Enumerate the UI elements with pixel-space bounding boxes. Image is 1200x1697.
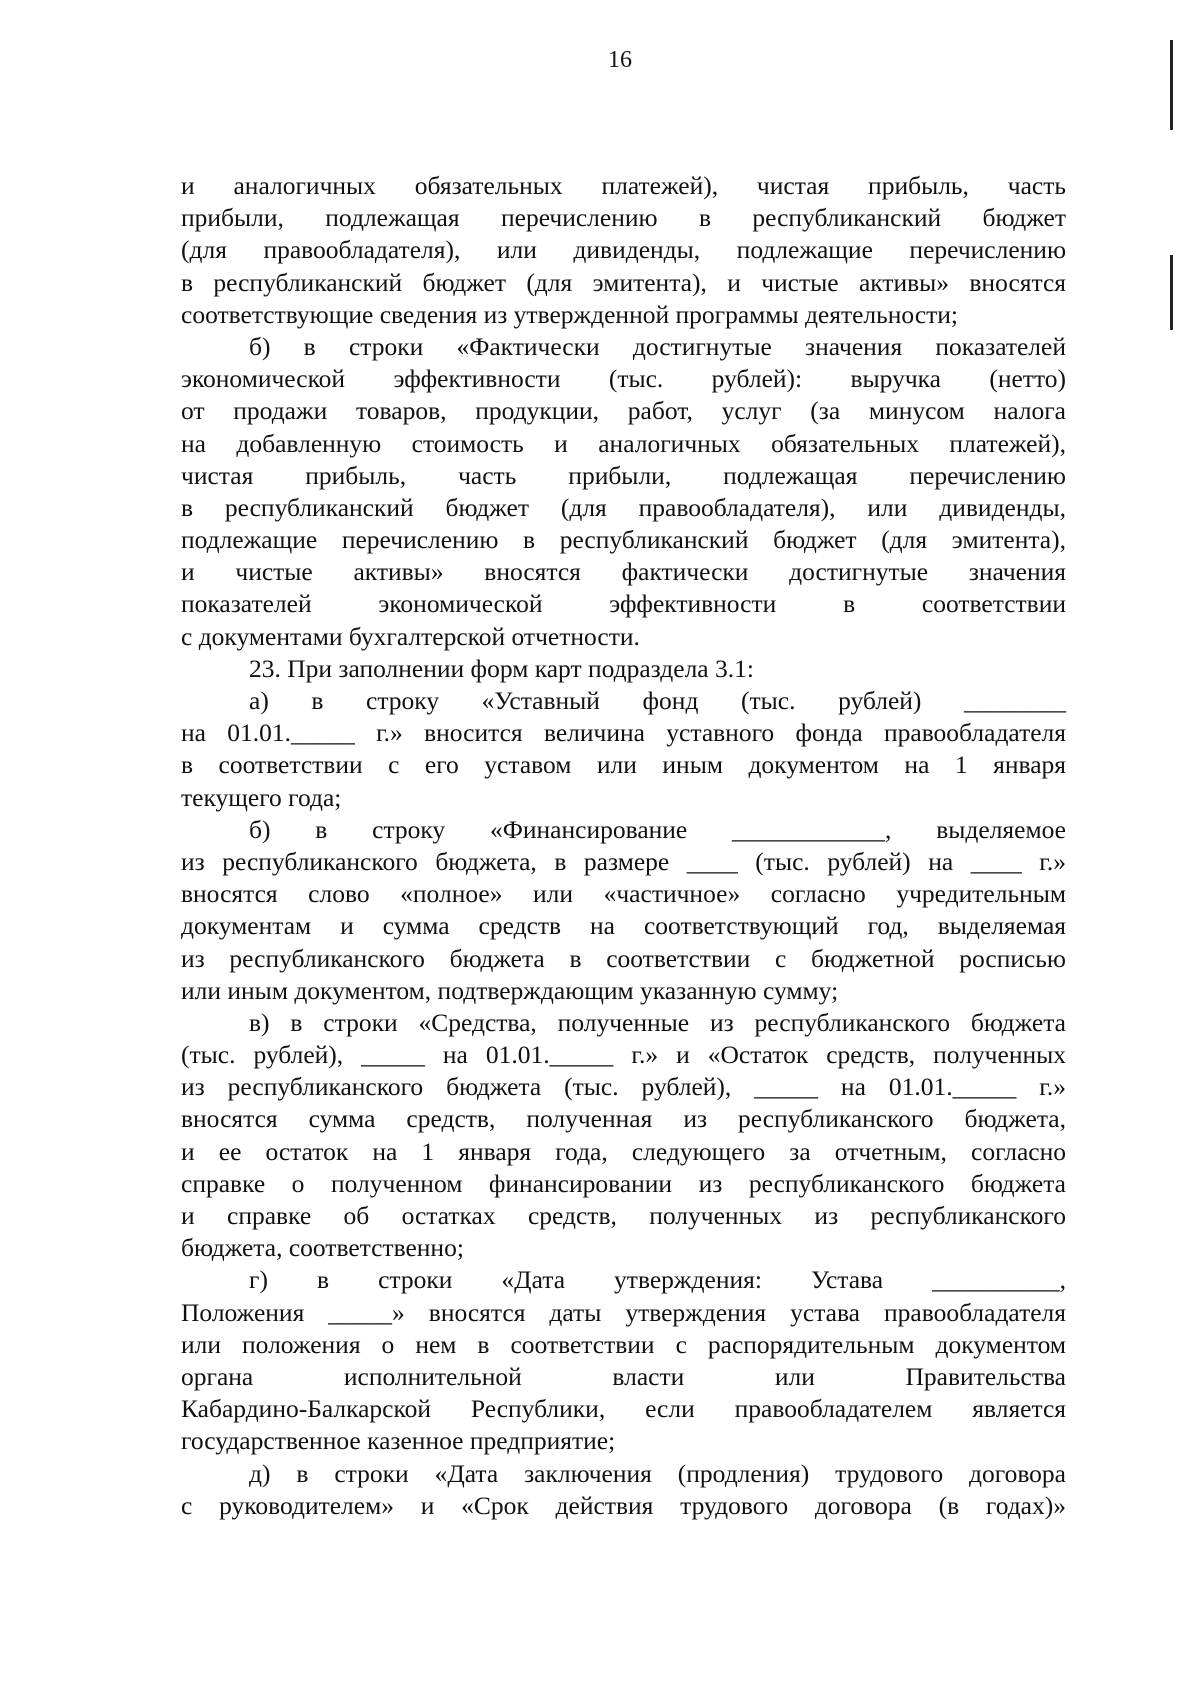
text-line: и чистые активы» вносятся фактически достигнутые значения xyxy=(181,557,1066,587)
text-line: бюджета, соответственно; xyxy=(181,1233,464,1263)
text-line: документам и сумма средств на соответствующий год, выделяемая xyxy=(181,911,1066,941)
text-line: соответствующие сведения из утвержденной программы деятельности; xyxy=(181,299,959,329)
text-line: показателей экономической эффективности в соответствии xyxy=(181,589,1066,619)
text-line: государственное казенное предприятие; xyxy=(181,1426,616,1456)
paragraph-p4 xyxy=(181,685,1066,814)
text-line: б) в строку «Финансирование ____________, выделяемое xyxy=(249,814,1066,844)
text-line: из республиканского бюджета, в размере ____ (тыс. рублей) на ____ г.» xyxy=(181,846,1066,876)
text-line: вносятся слово «полное» или «частичное» согласно учредительным xyxy=(181,879,1066,909)
text-line: прибыли, подлежащая перечислению в республиканский бюджет xyxy=(181,203,1066,233)
text-line: г) в строки «Дата утверждения: Устава __________, xyxy=(249,1265,1066,1295)
text-line: и ее остаток на 1 января года, следующего за отчетным, согласно xyxy=(181,1136,1066,1166)
text-line: (для правообладателя), или дивиденды, подлежащие перечислению xyxy=(181,235,1066,265)
text-line: или положения о нем в соответствии с распорядительным документом xyxy=(181,1329,1066,1359)
text-line: в) в строки «Средства, полученные из республиканского бюджета xyxy=(249,1007,1066,1037)
paragraph-p8 xyxy=(181,1458,1066,1522)
text-line: чистая прибыль, часть прибыли, подлежащая перечислению xyxy=(181,460,1066,490)
text-line: Положения _____» вносятся даты утверждения устава правообладателя xyxy=(181,1297,1066,1327)
scan-edge-mark-top xyxy=(1170,40,1173,130)
scan-edge-mark-middle xyxy=(1170,255,1173,330)
text-line: б) в строки «Фактически достигнутые значения показателей xyxy=(249,331,1066,361)
paragraph-p1 xyxy=(181,170,1066,331)
text-line: в республиканский бюджет (для правообладателя), или дивиденды, xyxy=(181,492,1066,522)
page-number: 16 xyxy=(608,47,632,73)
text-line: или иным документом, подтверждающим указанную сумму; xyxy=(181,975,839,1005)
paragraph-p7 xyxy=(181,1264,1066,1457)
text-line: из республиканского бюджета (тыс. рублей), _____ на 01.01._____ г.» xyxy=(181,1072,1066,1102)
text-line: и справке об остатках средств, полученных из республиканского xyxy=(181,1201,1066,1230)
paragraph-p6 xyxy=(181,1007,1066,1265)
paragraph-p2 xyxy=(181,331,1066,653)
text-line: Кабардино-Балкарской Республики, если правообладателем является xyxy=(181,1394,1066,1424)
paragraph-p3 xyxy=(181,653,1066,685)
text-line: и аналогичных обязательных платежей), чистая прибыль, часть xyxy=(181,171,1066,200)
text-line: экономической эффективности (тыс. рублей): выручка (нетто) xyxy=(181,364,1066,394)
text-line: на добавленную стоимость и аналогичных обязательных платежей), xyxy=(181,428,1066,458)
text-line: справке о полученном финансировании из республиканского бюджета xyxy=(181,1168,1066,1198)
text-line: в республиканский бюджет (для эмитента), и чистые активы» вносятся xyxy=(181,267,1066,297)
text-line: в соответствии с его уставом или иным документом на 1 января xyxy=(181,750,1066,780)
text-line: на 01.01._____ г.» вносится величина уставного фонда правообладателя xyxy=(181,718,1066,748)
text-line: а) в строку «Уставный фонд (тыс. рублей) ________ xyxy=(249,686,1066,715)
text-line: (тыс. рублей), _____ на 01.01._____ г.» и «Остаток средств, полученных xyxy=(181,1040,1066,1070)
text-line: текущего года; xyxy=(181,782,342,812)
text-line: от продажи товаров, продукции, работ, услуг (за минусом налога xyxy=(181,396,1066,426)
text-line: с документами бухгалтерской отчетности. xyxy=(181,621,640,651)
text-line: д) в строки «Дата заключения (продления) трудового договора xyxy=(249,1458,1066,1488)
text-line: из республиканского бюджета в соответствии с бюджетной росписью xyxy=(181,943,1066,973)
text-line: 23. При заполнении форм карт подраздела 3.1: xyxy=(249,653,754,683)
text-line: органа исполнительной власти или Правительства xyxy=(181,1361,1066,1391)
paragraph-p5 xyxy=(181,814,1066,1007)
text-line: вносятся сумма средств, полученная из республиканского бюджета, xyxy=(181,1104,1066,1134)
text-line: подлежащие перечислению в республиканский бюджет (для эмитента), xyxy=(181,525,1066,555)
text-line: с руководителем» и «Срок действия трудового договора (в годах)» xyxy=(181,1490,1066,1520)
document-body xyxy=(181,170,1066,1522)
